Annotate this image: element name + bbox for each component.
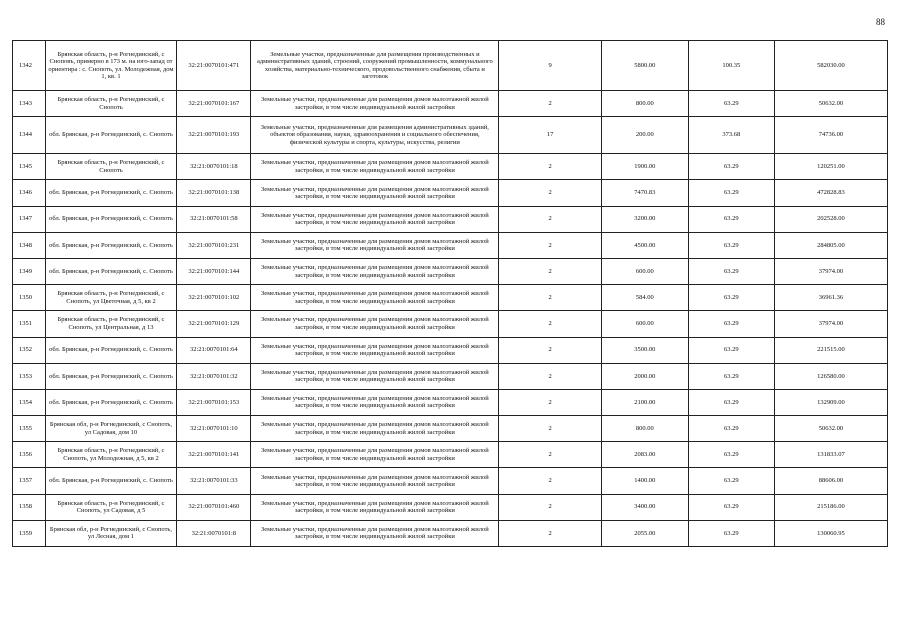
row-rate: 100.35 xyxy=(688,41,774,91)
row-cadastral-value: 50632.00 xyxy=(774,416,887,442)
table-row xyxy=(13,41,888,91)
row-rate: 63.29 xyxy=(688,520,774,546)
row-number: 1350 xyxy=(13,285,46,311)
row-cadastral-number: 32:21:0070101:144 xyxy=(177,258,251,284)
row-rate: 63.29 xyxy=(688,389,774,415)
row-address: Брянская область, р-н Рогнединский, с Снопоть, ул Садовая, д 5 xyxy=(45,494,177,520)
table-row xyxy=(13,117,888,154)
row-land-use: Земельные участки, предназначенные для размещения домов малоэтажной жилой застройки, в том числе индивидуальной жилой застройки xyxy=(251,494,499,520)
table-row xyxy=(13,468,888,494)
row-cadastral-value: 88606.00 xyxy=(774,468,887,494)
row-address: Брянская область, р-н Рогнединский, с Сноповъ, примерно в 173 м. на юго-запад от ориентира : с. Снопоть, ул. Молодежная, дом 1, кв. 1 xyxy=(45,41,177,91)
row-cadastral-value: 120251.00 xyxy=(774,154,887,180)
row-land-use: Земельные участки, предназначенные для размещения домов малоэтажной жилой застройки, в том числе индивидуальной жилой застройки xyxy=(251,91,499,117)
row-category: 9 xyxy=(499,41,601,91)
table-row xyxy=(13,285,888,311)
row-cadastral-number: 32:21:0070101:58 xyxy=(177,206,251,232)
row-land-use: Земельные участки, предназначенные для размещения домов малоэтажной жилой застройки, в том числе индивидуальной жилой застройки xyxy=(251,416,499,442)
table-row xyxy=(13,232,888,258)
row-land-use: Земельные участки, предназначенные для размещения домов малоэтажной жилой застройки, в том числе индивидуальной жилой застройки xyxy=(251,442,499,468)
row-cadastral-value: 74736.00 xyxy=(774,117,887,154)
row-category: 2 xyxy=(499,520,601,546)
row-area: 1900.00 xyxy=(601,154,688,180)
row-category: 2 xyxy=(499,389,601,415)
row-cadastral-value: 130060.95 xyxy=(774,520,887,546)
row-area: 3200.00 xyxy=(601,206,688,232)
row-cadastral-value: 132909.00 xyxy=(774,389,887,415)
row-number: 1357 xyxy=(13,468,46,494)
row-address: Брянская область, р-н Рогнединский, с Снопоть, ул Молодежная, д 5, кв 2 xyxy=(45,442,177,468)
row-number: 1348 xyxy=(13,232,46,258)
row-land-use: Земельные участки, предназначенные для размещения домов малоэтажной жилой застройки, в том числе индивидуальной жилой застройки xyxy=(251,232,499,258)
row-category: 2 xyxy=(499,258,601,284)
table-row xyxy=(13,416,888,442)
row-address: обл. Брянская, р-н Рогнединский, с. Снопоть xyxy=(45,363,177,389)
row-address: Брянская область, р-н Рогнединский, с Снопоть xyxy=(45,91,177,117)
row-land-use: Земельные участки, предназначенные для размещения производственных и административных зданий, строений, сооружений промышленности, коммунального хозяйства, материально-технического, продовольственного снабжения, сбыта и заготовок xyxy=(251,41,499,91)
row-area: 3400.00 xyxy=(601,494,688,520)
row-cadastral-value: 284805.00 xyxy=(774,232,887,258)
row-cadastral-value: 202528.00 xyxy=(774,206,887,232)
row-cadastral-value: 37974.00 xyxy=(774,258,887,284)
row-category: 2 xyxy=(499,285,601,311)
row-rate: 63.29 xyxy=(688,258,774,284)
row-cadastral-number: 32:21:0070101:33 xyxy=(177,468,251,494)
row-cadastral-number: 32:21:0070101:153 xyxy=(177,389,251,415)
table-row xyxy=(13,494,888,520)
row-land-use: Земельные участки, предназначенные для размещения домов малоэтажной жилой застройки, в том числе индивидуальной жилой застройки xyxy=(251,468,499,494)
row-cadastral-number: 32:21:0070101:231 xyxy=(177,232,251,258)
table-row xyxy=(13,363,888,389)
row-cadastral-value: 50632.00 xyxy=(774,91,887,117)
row-land-use: Земельные участки, предназначенные для размещения домов малоэтажной жилой застройки, в том числе индивидуальной жилой застройки xyxy=(251,363,499,389)
row-rate: 373.68 xyxy=(688,117,774,154)
row-cadastral-number: 32:21:0070101:18 xyxy=(177,154,251,180)
row-category: 2 xyxy=(499,154,601,180)
row-area: 4500.00 xyxy=(601,232,688,258)
row-cadastral-value: 37974.00 xyxy=(774,311,887,337)
row-category: 2 xyxy=(499,416,601,442)
row-cadastral-value: 221515.00 xyxy=(774,337,887,363)
row-number: 1345 xyxy=(13,154,46,180)
row-cadastral-value: 472828.83 xyxy=(774,180,887,206)
row-cadastral-number: 32:21:0070101:129 xyxy=(177,311,251,337)
row-cadastral-number: 32:21:0070101:193 xyxy=(177,117,251,154)
row-number: 1347 xyxy=(13,206,46,232)
table-row xyxy=(13,154,888,180)
row-number: 1349 xyxy=(13,258,46,284)
row-land-use: Земельные участки, предназначенные для размещения домов малоэтажной жилой застройки, в том числе индивидуальной жилой застройки xyxy=(251,389,499,415)
table-row xyxy=(13,389,888,415)
row-category: 2 xyxy=(499,180,601,206)
row-land-use: Земельные участки, предназначенные для размещения домов малоэтажной жилой застройки, в том числе индивидуальной жилой застройки xyxy=(251,258,499,284)
row-category: 2 xyxy=(499,206,601,232)
row-rate: 63.29 xyxy=(688,337,774,363)
row-number: 1352 xyxy=(13,337,46,363)
row-category: 2 xyxy=(499,494,601,520)
row-category: 2 xyxy=(499,91,601,117)
table-row xyxy=(13,206,888,232)
row-cadastral-number: 32:21:0070101:167 xyxy=(177,91,251,117)
table-row xyxy=(13,442,888,468)
row-area: 2055.00 xyxy=(601,520,688,546)
row-address: обл. Брянская, р-н Рогнединский, с. Снопоть xyxy=(45,117,177,154)
row-category: 2 xyxy=(499,442,601,468)
table-body xyxy=(13,41,888,547)
row-land-use: Земельные участки, предназначенные для размещения домов малоэтажной жилой застройки, в том числе индивидуальной жилой застройки xyxy=(251,154,499,180)
row-land-use: Земельные участки, предназначенные для размещения домов малоэтажной жилой застройки, в том числе индивидуальной жилой застройки xyxy=(251,337,499,363)
row-cadastral-number: 32:21:0070101:64 xyxy=(177,337,251,363)
row-rate: 63.29 xyxy=(688,285,774,311)
row-cadastral-number: 32:21:0070101:471 xyxy=(177,41,251,91)
row-land-use: Земельные участки, предназначенные для размещения домов малоэтажной жилой застройки, в том числе индивидуальной жилой застройки xyxy=(251,520,499,546)
row-cadastral-number: 32:21:0070101:138 xyxy=(177,180,251,206)
row-address: обл. Брянская, р-н Рогнединский, с. Снопоть xyxy=(45,180,177,206)
row-number: 1356 xyxy=(13,442,46,468)
row-area: 5800.00 xyxy=(601,41,688,91)
row-address: обл. Брянская, р-н Рогнединский, с. Снопоть xyxy=(45,389,177,415)
row-land-use: Земельные участки, предназначенные для размещения домов малоэтажной жилой застройки, в том числе индивидуальной жилой застройки xyxy=(251,206,499,232)
row-cadastral-value: 131833.07 xyxy=(774,442,887,468)
row-number: 1353 xyxy=(13,363,46,389)
row-land-use: Земельные участки, предназначенные для размещения домов малоэтажной жилой застройки, в том числе индивидуальной жилой застройки xyxy=(251,311,499,337)
row-rate: 63.29 xyxy=(688,363,774,389)
row-address: Брянская область, р-н Рогнединский, с Снопоть xyxy=(45,154,177,180)
row-rate: 63.29 xyxy=(688,468,774,494)
row-address: обл. Брянская, р-н Рогнединский, с. Снопоть xyxy=(45,232,177,258)
row-area: 600.00 xyxy=(601,311,688,337)
row-address: обл. Брянская, р-н Рогнединский, с. Снопоть xyxy=(45,258,177,284)
row-number: 1342 xyxy=(13,41,46,91)
row-address: Брянская обл, р-н Рогнединский, с Снопоть, ул Лесная, дом 1 xyxy=(45,520,177,546)
row-address: обл. Брянская, р-н Рогнединский, с. Снопоть xyxy=(45,206,177,232)
row-area: 2100.00 xyxy=(601,389,688,415)
row-number: 1355 xyxy=(13,416,46,442)
row-cadastral-value: 215186.00 xyxy=(774,494,887,520)
row-number: 1359 xyxy=(13,520,46,546)
row-category: 17 xyxy=(499,117,601,154)
row-category: 2 xyxy=(499,311,601,337)
row-rate: 63.29 xyxy=(688,442,774,468)
row-area: 3500.00 xyxy=(601,337,688,363)
row-rate: 63.29 xyxy=(688,311,774,337)
row-address: Брянская область, р-н Рогнединский, с Снопоть, ул Центральная, д 13 xyxy=(45,311,177,337)
row-number: 1354 xyxy=(13,389,46,415)
row-cadastral-value: 126580.00 xyxy=(774,363,887,389)
row-cadastral-number: 32:21:0070101:32 xyxy=(177,363,251,389)
row-number: 1351 xyxy=(13,311,46,337)
row-cadastral-value: 582030.00 xyxy=(774,41,887,91)
row-cadastral-number: 32:21:0070101:8 xyxy=(177,520,251,546)
row-area: 7470.83 xyxy=(601,180,688,206)
table-row xyxy=(13,180,888,206)
row-rate: 63.29 xyxy=(688,416,774,442)
row-area: 2000.00 xyxy=(601,363,688,389)
row-cadastral-number: 32:21:0070101:102 xyxy=(177,285,251,311)
row-address: обл. Брянская, р-н Рогнединский, с. Снопоть xyxy=(45,468,177,494)
row-number: 1344 xyxy=(13,117,46,154)
row-cadastral-value: 36961.36 xyxy=(774,285,887,311)
row-area: 800.00 xyxy=(601,91,688,117)
row-rate: 63.29 xyxy=(688,494,774,520)
row-address: Брянская область, р-н Рогнединский, с Снопоть, ул Цветочная, д 5, кв 2 xyxy=(45,285,177,311)
table-row xyxy=(13,91,888,117)
row-cadastral-number: 32:21:0070101:460 xyxy=(177,494,251,520)
page-number: 88 xyxy=(876,17,885,27)
row-area: 1400.00 xyxy=(601,468,688,494)
row-rate: 63.29 xyxy=(688,154,774,180)
row-cadastral-number: 32:21:0070101:141 xyxy=(177,442,251,468)
table-row xyxy=(13,258,888,284)
row-land-use: Земельные участки, предназначенные для размещения домов малоэтажной жилой застройки, в том числе индивидуальной жилой застройки xyxy=(251,180,499,206)
table-row xyxy=(13,520,888,546)
row-rate: 63.29 xyxy=(688,232,774,258)
row-area: 2083.00 xyxy=(601,442,688,468)
table-row xyxy=(13,311,888,337)
row-area: 200.00 xyxy=(601,117,688,154)
row-area: 584.00 xyxy=(601,285,688,311)
row-category: 2 xyxy=(499,468,601,494)
row-category: 2 xyxy=(499,337,601,363)
row-number: 1346 xyxy=(13,180,46,206)
row-category: 2 xyxy=(499,232,601,258)
row-land-use: Земельные участки, предназначенные для размещения домов малоэтажной жилой застройки, в том числе индивидуальной жилой застройки xyxy=(251,285,499,311)
row-rate: 63.29 xyxy=(688,180,774,206)
row-area: 600.00 xyxy=(601,258,688,284)
row-number: 1358 xyxy=(13,494,46,520)
row-area: 800.00 xyxy=(601,416,688,442)
row-number: 1343 xyxy=(13,91,46,117)
row-cadastral-number: 32:21:0070101:10 xyxy=(177,416,251,442)
row-address: обл. Брянская, р-н Рогнединский, с. Снопоть xyxy=(45,337,177,363)
row-rate: 63.29 xyxy=(688,206,774,232)
land-registry-table xyxy=(12,40,888,547)
row-address: Брянская обл, р-н Рогнединский, с Снопоть, ул Садовая, дом 10 xyxy=(45,416,177,442)
row-rate: 63.29 xyxy=(688,91,774,117)
row-land-use: Земельные участки, предназначенные для размещения административных зданий, объектов образования, науки, здравоохранения и социального обеспечения, физической культуры и спорта, культуры, искусства, религии xyxy=(251,117,499,154)
table-row xyxy=(13,337,888,363)
row-category: 2 xyxy=(499,363,601,389)
